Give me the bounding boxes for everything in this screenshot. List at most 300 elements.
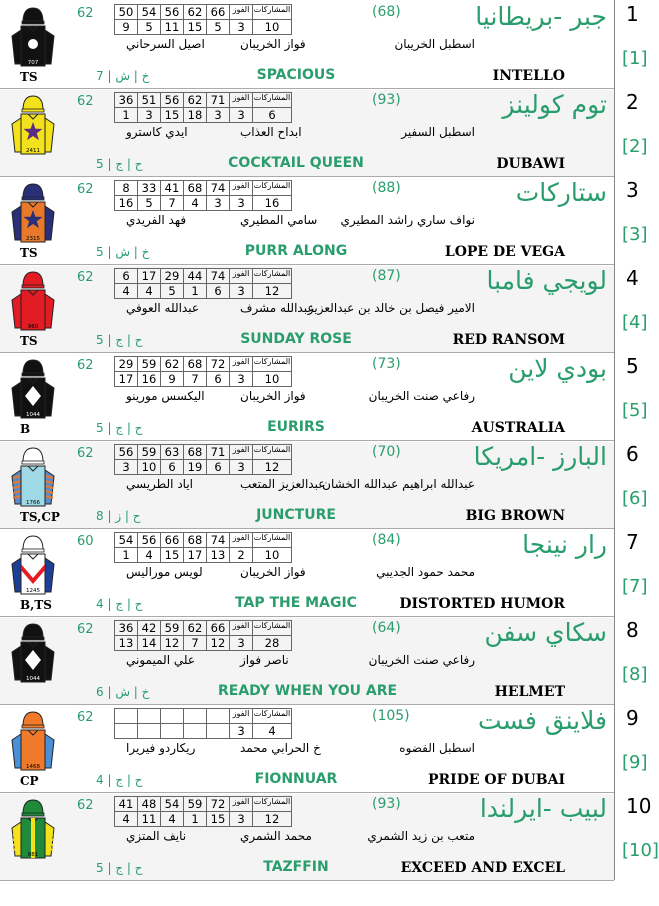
equipment-code: CP xyxy=(20,774,39,788)
row-divider xyxy=(0,704,614,705)
weight: 62 xyxy=(77,622,94,637)
equipment-code: TS xyxy=(20,334,38,348)
svg-text:2315: 2315 xyxy=(26,236,40,242)
age-sex-color: ح | ج | 5 xyxy=(96,157,143,171)
form-cell: 72 xyxy=(207,357,230,372)
trainer-name: فواز الخريبان xyxy=(240,389,306,403)
jockey-silks-icon xyxy=(10,798,56,862)
form-cell xyxy=(184,724,207,739)
form-cell: 5 xyxy=(138,20,161,35)
horse-row xyxy=(0,530,659,617)
form-cell xyxy=(207,724,230,739)
dam-name: COCKTAIL QUEEN xyxy=(228,155,364,171)
weight: 62 xyxy=(77,6,94,21)
form-cell: 15 xyxy=(161,548,184,563)
form-cell: 12 xyxy=(161,636,184,651)
age-sex-color: ح | ج | 5 xyxy=(96,861,143,875)
draw-number: [7] xyxy=(622,576,648,597)
rating: (64) xyxy=(372,620,401,636)
form-cell: 6 xyxy=(207,372,230,387)
form-cell: 5 xyxy=(138,196,161,211)
form-cell: 51 xyxy=(138,93,161,108)
weight: 62 xyxy=(77,798,94,813)
rating: (73) xyxy=(372,356,401,372)
runs-header: المشاركات xyxy=(253,621,292,636)
form-cell: 12 xyxy=(207,636,230,651)
form-cell: 4 xyxy=(138,284,161,299)
form-cell: 71 xyxy=(207,445,230,460)
owner-name: رفاعي صنت الخريبان xyxy=(368,653,475,667)
form-cell: 4 xyxy=(115,284,138,299)
jockey-name: ريكاردو فيريرا xyxy=(126,741,196,755)
wins-header: الفوز xyxy=(230,533,253,548)
runs-header: المشاركات xyxy=(253,93,292,108)
form-cell: 3 xyxy=(230,108,253,123)
horse-name: بودي لاين xyxy=(508,354,607,383)
rating: (70) xyxy=(372,444,401,460)
form-cell: 54 xyxy=(115,533,138,548)
age-sex-color: ح | ج | 4 xyxy=(96,773,143,787)
weight: 62 xyxy=(77,358,94,373)
wins-header: الفوز xyxy=(230,709,253,724)
row-divider xyxy=(0,616,614,617)
draw-number: [5] xyxy=(622,400,648,421)
horse-number: 5 xyxy=(626,354,639,378)
form-cell: 3 xyxy=(115,460,138,475)
form-cell: 59 xyxy=(138,357,161,372)
form-cell: 29 xyxy=(115,357,138,372)
form-cell: 3 xyxy=(230,372,253,387)
form-row-top xyxy=(115,357,292,372)
form-cell: 5 xyxy=(207,20,230,35)
form-cell: 66 xyxy=(207,621,230,636)
form-cell: 3 xyxy=(230,284,253,299)
form-cell: 72 xyxy=(207,797,230,812)
svg-text:1044: 1044 xyxy=(26,412,40,418)
weight: 60 xyxy=(77,534,94,549)
form-cell: 17 xyxy=(138,269,161,284)
form-cell: 1 xyxy=(184,284,207,299)
weight: 62 xyxy=(77,94,94,109)
form-cell: 9 xyxy=(115,20,138,35)
wins-header: الفوز xyxy=(230,621,253,636)
form-cell: 33 xyxy=(138,181,161,196)
jockey-silks-icon xyxy=(10,710,56,774)
age-sex-color: ح | ج | 5 xyxy=(96,333,143,347)
form-cell: 10 xyxy=(253,20,292,35)
horse-row xyxy=(0,354,659,441)
form-cell: 3 xyxy=(230,20,253,35)
form-cell: 16 xyxy=(115,196,138,211)
owner-name: اسطبل الفضوه xyxy=(399,741,475,755)
sire-name: EXCEED AND EXCEL xyxy=(400,860,565,876)
wins-header: الفوز xyxy=(230,797,253,812)
equipment-code: TS xyxy=(20,246,38,260)
form-cell: 6 xyxy=(207,460,230,475)
form-cell: 4 xyxy=(253,724,292,739)
form-table xyxy=(114,444,292,475)
form-cell: 68 xyxy=(184,181,207,196)
runs-header: المشاركات xyxy=(253,797,292,812)
dam-name: SUNDAY ROSE xyxy=(240,331,352,347)
wins-header: الفوز xyxy=(230,93,253,108)
form-cell: 1 xyxy=(184,812,207,827)
horse-row xyxy=(0,266,659,353)
form-cell: 3 xyxy=(230,636,253,651)
jockey-silks-icon xyxy=(10,358,56,422)
sire-name: DUBAWI xyxy=(496,156,565,172)
draw-number: [10] xyxy=(622,840,659,861)
wins-header: الفوز xyxy=(230,357,253,372)
wins-header: الفوز xyxy=(230,5,253,20)
weight: 62 xyxy=(77,710,94,725)
form-row-top xyxy=(115,445,292,460)
jockey-silks-icon xyxy=(10,446,56,510)
rating: (84) xyxy=(372,532,401,548)
form-cell: 59 xyxy=(138,445,161,460)
draw-number: [9] xyxy=(622,752,648,773)
horse-number: 7 xyxy=(626,530,639,554)
jockey-silks-icon xyxy=(10,534,56,598)
form-cell: 54 xyxy=(138,5,161,20)
svg-text:1245: 1245 xyxy=(26,588,40,594)
jockey-name: اياد الطريسي xyxy=(126,477,193,491)
form-cell: 68 xyxy=(184,445,207,460)
form-cell: 10 xyxy=(253,372,292,387)
draw-number: [4] xyxy=(622,312,648,333)
runs-header: المشاركات xyxy=(253,357,292,372)
form-cell: 6 xyxy=(207,284,230,299)
dam-name: FIONNUAR xyxy=(254,771,338,787)
form-cell: 1 xyxy=(115,108,138,123)
sire-name: PRIDE OF DUBAI xyxy=(428,772,565,788)
form-cell: 56 xyxy=(161,5,184,20)
form-row-top xyxy=(115,621,292,636)
form-cell: 74 xyxy=(207,181,230,196)
horse-name: سكاي سفن xyxy=(484,618,607,647)
form-cell: 1 xyxy=(115,548,138,563)
form-row-bottom xyxy=(115,284,292,299)
form-cell: 56 xyxy=(115,445,138,460)
form-cell: 3 xyxy=(230,196,253,211)
jockey-silks-icon xyxy=(10,270,56,334)
form-table xyxy=(114,92,292,123)
horse-name: ستاركات xyxy=(515,178,607,207)
form-cell: 15 xyxy=(161,108,184,123)
jockey-name: لويس موراليس xyxy=(126,565,203,579)
form-row-top xyxy=(115,269,292,284)
row-divider xyxy=(0,528,614,529)
svg-text:1766: 1766 xyxy=(26,500,40,506)
form-cell: 41 xyxy=(115,797,138,812)
horse-name: البارز -امريكا xyxy=(473,442,607,471)
jockey-name: عبدالله العوفي xyxy=(126,301,200,315)
form-cell: 3 xyxy=(138,108,161,123)
form-row-bottom xyxy=(115,196,292,211)
form-table xyxy=(114,620,292,651)
equipment-code: TS,CP xyxy=(20,510,60,524)
form-cell xyxy=(115,709,138,724)
form-cell: 59 xyxy=(161,621,184,636)
form-cell: 66 xyxy=(161,533,184,548)
age-sex-color: خ | ش | 5 xyxy=(96,245,150,259)
form-cell xyxy=(115,724,138,739)
wins-header: الفوز xyxy=(230,445,253,460)
jockey-name: ايدي كاسترو xyxy=(126,125,188,139)
jockey-name: اصيل السرحاني xyxy=(126,37,205,51)
form-cell: 42 xyxy=(138,621,161,636)
weight: 62 xyxy=(77,182,94,197)
owner-name: عبدالله ابراهيم عبدالله الخشان xyxy=(322,477,475,491)
form-cell: 9 xyxy=(161,372,184,387)
rating: (105) xyxy=(372,708,410,724)
form-cell: 11 xyxy=(161,20,184,35)
svg-text:1468: 1468 xyxy=(26,764,40,770)
owner-name: اسطبل السفير xyxy=(401,125,475,139)
jockey-silks-icon xyxy=(10,622,56,686)
form-cell: 71 xyxy=(207,93,230,108)
form-cell: 12 xyxy=(253,460,292,475)
form-cell: 14 xyxy=(138,636,161,651)
horse-number: 4 xyxy=(626,266,639,290)
sire-name: AUSTRALIA xyxy=(471,420,565,436)
draw-number: [2] xyxy=(622,136,648,157)
form-cell: 7 xyxy=(184,372,207,387)
form-table xyxy=(114,4,292,35)
svg-text:2411: 2411 xyxy=(26,148,40,154)
dam-name: TAZFFIN xyxy=(263,859,329,875)
form-cell: 19 xyxy=(184,460,207,475)
form-cell xyxy=(161,724,184,739)
horse-number: 2 xyxy=(626,90,639,114)
form-cell: 48 xyxy=(138,797,161,812)
row-divider xyxy=(0,176,614,177)
horse-name: رار نينجا xyxy=(522,530,607,559)
form-cell: 62 xyxy=(184,5,207,20)
form-row-bottom xyxy=(115,372,292,387)
form-cell: 10 xyxy=(253,548,292,563)
form-row-top xyxy=(115,5,292,20)
dam-name: JUNCTURE xyxy=(256,507,336,523)
horse-name: توم كولينز xyxy=(502,90,607,119)
horse-number: 1 xyxy=(626,2,639,26)
trainer-name: عبدالله مشرف xyxy=(240,301,315,315)
jockey-silks-icon xyxy=(10,182,56,246)
form-cell: 4 xyxy=(161,812,184,827)
form-cell: 62 xyxy=(161,357,184,372)
form-table xyxy=(114,796,292,827)
form-cell: 7 xyxy=(184,636,207,651)
sire-name: HELMET xyxy=(494,684,565,700)
horse-name: فلاينق فست xyxy=(478,706,607,735)
row-divider xyxy=(0,88,614,89)
horse-number: 9 xyxy=(626,706,639,730)
form-row-top xyxy=(115,709,292,724)
horse-row xyxy=(0,178,659,265)
form-cell: 6 xyxy=(115,269,138,284)
rating: (93) xyxy=(372,796,401,812)
wins-header: الفوز xyxy=(230,269,253,284)
rating: (93) xyxy=(372,92,401,108)
form-table xyxy=(114,532,292,563)
form-row-bottom xyxy=(115,724,292,739)
form-row-bottom xyxy=(115,548,292,563)
form-cell: 13 xyxy=(115,636,138,651)
form-cell: 5 xyxy=(161,284,184,299)
age-sex-color: ح | ج | 5 xyxy=(96,421,143,435)
jockey-silks-icon xyxy=(10,94,56,158)
form-cell xyxy=(207,709,230,724)
runs-header: المشاركات xyxy=(253,445,292,460)
dam-name: EURIRS xyxy=(267,419,325,435)
form-row-bottom xyxy=(115,20,292,35)
sire-name: INTELLO xyxy=(492,68,565,84)
form-cell: 74 xyxy=(207,533,230,548)
owner-name: رفاعي صنت الخريبان xyxy=(368,389,475,403)
dam-name: READY WHEN YOU ARE xyxy=(218,683,398,699)
form-cell: 36 xyxy=(115,621,138,636)
form-cell: 3 xyxy=(230,460,253,475)
horse-name: لبيب -ايرلندا xyxy=(479,794,607,823)
dam-name: TAP THE MAGIC xyxy=(235,595,357,611)
form-table xyxy=(114,356,292,387)
form-cell: 12 xyxy=(253,812,292,827)
rating: (87) xyxy=(372,268,401,284)
form-table xyxy=(114,268,292,299)
horse-row xyxy=(0,794,659,881)
form-cell: 56 xyxy=(161,93,184,108)
trainer-name: محمد الشمري xyxy=(240,829,312,843)
trainer-name: خ الحرابي محمد xyxy=(240,741,321,755)
form-cell: 15 xyxy=(184,20,207,35)
form-cell: 66 xyxy=(207,5,230,20)
age-sex-color: خ | ش | 7 xyxy=(96,69,150,83)
row-divider xyxy=(0,264,614,265)
age-sex-color: ح | ز | 8 xyxy=(96,509,141,523)
form-cell: 56 xyxy=(138,533,161,548)
draw-number: [3] xyxy=(622,224,648,245)
draw-number: [1] xyxy=(622,48,648,69)
form-row-top xyxy=(115,533,292,548)
svg-text:1044: 1044 xyxy=(26,676,40,682)
form-cell: 16 xyxy=(253,196,292,211)
form-row-top xyxy=(115,181,292,196)
form-row-bottom xyxy=(115,812,292,827)
age-sex-color: ح | ج | 4 xyxy=(96,597,143,611)
form-cell: 12 xyxy=(253,284,292,299)
form-cell: 17 xyxy=(115,372,138,387)
horse-number: 10 xyxy=(626,794,652,818)
form-cell: 3 xyxy=(230,812,253,827)
jockey-silks-icon xyxy=(10,6,56,70)
rating: (88) xyxy=(372,180,401,196)
horse-row xyxy=(0,618,659,705)
weight: 62 xyxy=(77,270,94,285)
runs-header: المشاركات xyxy=(253,533,292,548)
form-cell: 6 xyxy=(253,108,292,123)
horse-row xyxy=(0,442,659,529)
form-table xyxy=(114,708,292,739)
form-cell: 4 xyxy=(115,812,138,827)
form-cell: 63 xyxy=(161,445,184,460)
trainer-name: عبدالعزيز المتعب xyxy=(240,477,326,491)
form-cell: 6 xyxy=(161,460,184,475)
svg-text:707: 707 xyxy=(27,60,39,66)
horse-row xyxy=(0,706,659,793)
form-table xyxy=(114,180,292,211)
form-cell: 54 xyxy=(161,797,184,812)
runs-header: المشاركات xyxy=(253,269,292,284)
row-divider xyxy=(0,440,614,441)
row-divider xyxy=(0,880,614,881)
form-row-top xyxy=(115,797,292,812)
form-cell xyxy=(184,709,207,724)
horse-number: 3 xyxy=(626,178,639,202)
row-divider xyxy=(0,352,614,353)
form-cell: 50 xyxy=(115,5,138,20)
runs-header: المشاركات xyxy=(253,181,292,196)
form-cell: 3 xyxy=(207,108,230,123)
sire-name: BIG BROWN xyxy=(465,508,565,524)
form-cell: 13 xyxy=(207,548,230,563)
form-cell: 18 xyxy=(184,108,207,123)
sire-name: RED RANSOM xyxy=(452,332,565,348)
form-cell: 62 xyxy=(184,93,207,108)
horse-row xyxy=(0,90,659,177)
form-cell: 41 xyxy=(161,181,184,196)
form-cell: 36 xyxy=(115,93,138,108)
owner-name: نواف ساري راشد المطيري xyxy=(340,213,475,227)
jockey-name: علي الميموني xyxy=(126,653,195,667)
form-cell: 62 xyxy=(184,621,207,636)
form-row-top xyxy=(115,93,292,108)
equipment-code: B xyxy=(20,422,31,436)
equipment-code: B,TS xyxy=(20,598,52,612)
sire-name: LOPE DE VEGA xyxy=(444,244,565,260)
form-cell: 29 xyxy=(161,269,184,284)
form-cell xyxy=(138,709,161,724)
trainer-name: فواز الخريبان xyxy=(240,565,306,579)
form-cell: 7 xyxy=(161,196,184,211)
dam-name: SPACIOUS xyxy=(256,67,336,83)
svg-text:881: 881 xyxy=(27,852,39,858)
form-cell: 68 xyxy=(184,357,207,372)
form-cell: 4 xyxy=(138,548,161,563)
trainer-name: ابداح العذاب xyxy=(240,125,302,139)
form-cell xyxy=(161,709,184,724)
trainer-name: ناصر فواز xyxy=(240,653,289,667)
form-cell: 16 xyxy=(138,372,161,387)
draw-number: [8] xyxy=(622,664,648,685)
draw-number: [6] xyxy=(622,488,648,509)
runs-header: المشاركات xyxy=(253,709,292,724)
trainer-name: فواز الخريبان xyxy=(240,37,306,51)
horse-number: 6 xyxy=(626,442,639,466)
form-cell: 3 xyxy=(230,724,253,739)
weight: 62 xyxy=(77,446,94,461)
svg-text:960: 960 xyxy=(27,324,39,330)
form-cell: 10 xyxy=(138,460,161,475)
form-cell: 15 xyxy=(207,812,230,827)
form-cell: 2 xyxy=(230,548,253,563)
form-cell: 28 xyxy=(253,636,292,651)
form-cell: 17 xyxy=(184,548,207,563)
form-row-bottom xyxy=(115,108,292,123)
jockey-name: اليكسس مورينو xyxy=(126,389,205,403)
horse-name: جبر -بريطانيا xyxy=(475,2,607,31)
age-sex-color: خ | ش | 6 xyxy=(96,685,150,699)
form-row-bottom xyxy=(115,636,292,651)
